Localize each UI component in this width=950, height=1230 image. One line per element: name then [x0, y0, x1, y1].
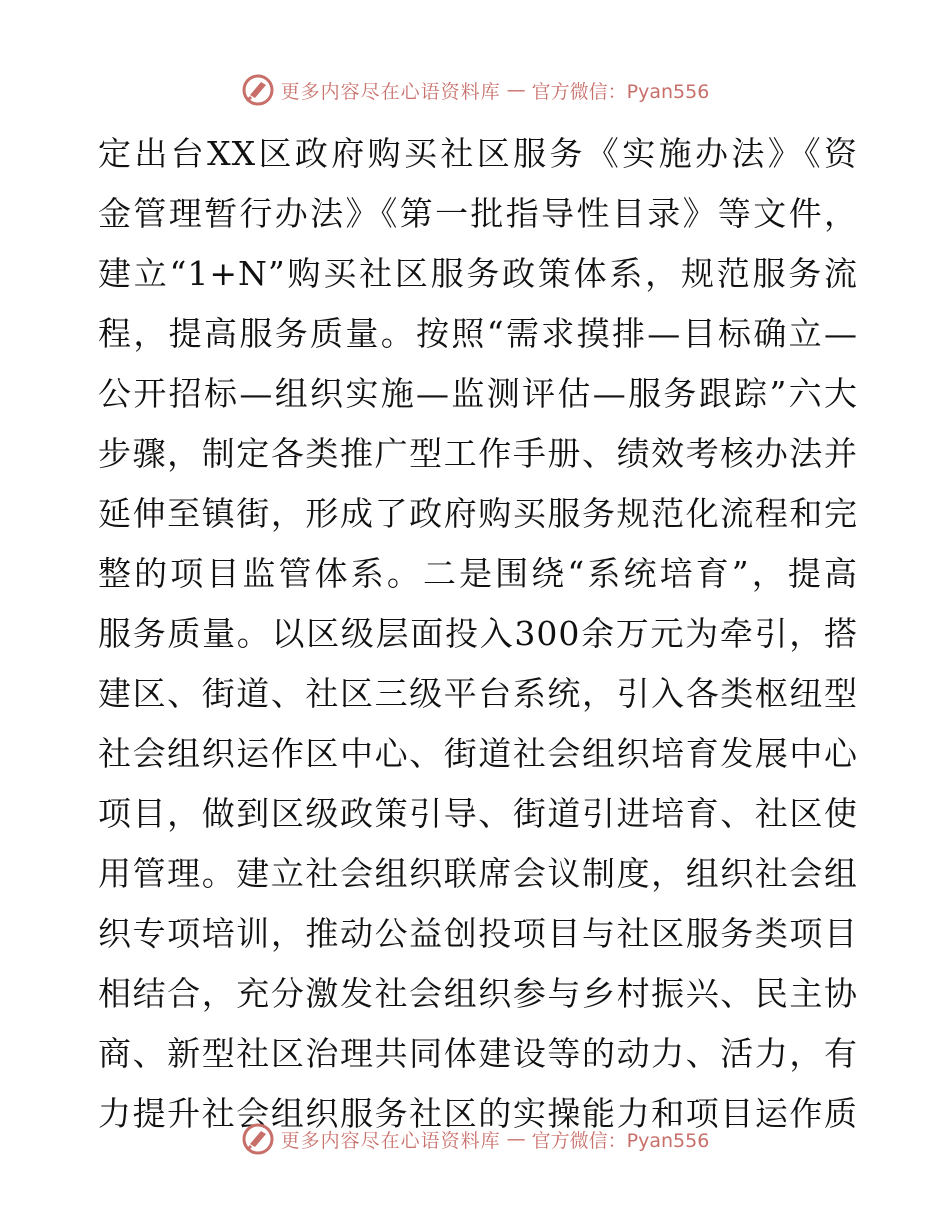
body-line: 定出台XX区政府购买社区服务《实施办法》《资	[98, 134, 858, 173]
logo-icon	[241, 1122, 275, 1156]
footer-banner	[0, 1119, 950, 1159]
body-line: 步骤，制定各类推广型工作手册、绩效考核办法并	[98, 434, 858, 473]
footer-banner-separator: —	[506, 1128, 526, 1150]
body-line: 整的项目监管体系。二是围绕“系统培育”，提高	[98, 554, 858, 593]
body-line: 建区、街道、社区三级平台系统，引入各类枢纽型	[98, 674, 858, 713]
body-line: 服务质量。以区级层面投入300余万元为牵引，搭	[98, 614, 858, 653]
body-line: 延伸至镇街，形成了政府购买服务规范化流程和完	[98, 494, 858, 533]
body-line: 金管理暂行办法》《第一批指导性目录》等文件，	[98, 194, 858, 233]
logo-icon	[241, 73, 275, 107]
header-banner-contact: 官方微信：Pyan556	[531, 80, 710, 103]
document-body	[98, 124, 858, 1144]
body-line: 项目，做到区级政策引导、街道引进培育、社区使	[98, 794, 858, 833]
body-line: 力提升社会组织服务社区的实操能力和项目运作质	[98, 1094, 858, 1133]
footer-banner-contact: 官方微信：Pyan556	[531, 1129, 710, 1152]
body-line: 相结合，充分激发社会组织参与乡村振兴、民主协	[98, 974, 858, 1013]
footer-banner-text: 更多内容尽在心语资料库	[280, 1129, 501, 1152]
body-line: 用管理。建立社会组织联席会议制度，组织社会组	[98, 854, 858, 893]
body-line: 社会组织运作区中心、街道社会组织培育发展中心	[98, 734, 858, 773]
header-banner-text: 更多内容尽在心语资料库	[280, 80, 501, 103]
body-line: 建立“1+N”购买社区服务政策体系，规范服务流	[98, 254, 858, 293]
body-line: 公开招标—组织实施—监测评估—服务跟踪”六大	[98, 374, 858, 413]
header-banner-separator: —	[506, 79, 526, 101]
header-banner	[0, 70, 950, 110]
body-line: 商、新型社区治理共同体建设等的动力、活力，有	[98, 1034, 858, 1073]
body-line: 程，提高服务质量。按照“需求摸排—目标确立—	[98, 314, 858, 353]
body-line: 织专项培训，推动公益创投项目与社区服务类项目	[98, 914, 858, 953]
